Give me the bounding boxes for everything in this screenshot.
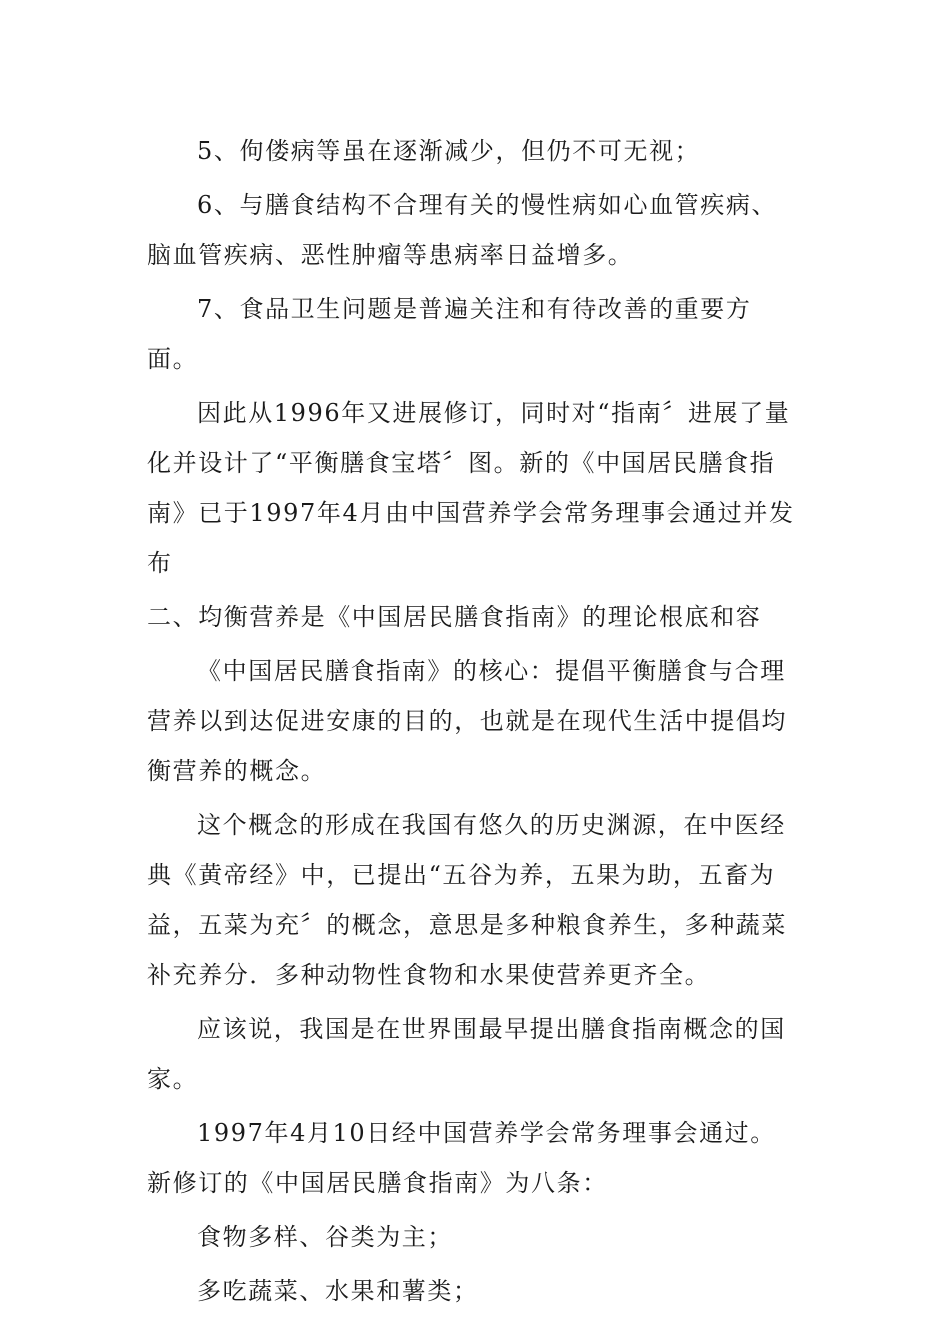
paragraph-item-6: 6、与膳食结构不合理有关的慢性病如心血管疾病、脑血管疾病、恶性肿瘤等患病率日益增多。 — [147, 191, 778, 269]
paragraph-revision: 因此从1996年又进展修订，同时对“指南〞进展了量化并设计了“平衡膳食宝塔〞图。新的《中国居民膳食指南》已于1997年4月由中国营养学会常务理事会通过并发布 — [147, 399, 795, 577]
paragraph-item-7: 7、食品卫生问题是普遍关注和有待改善的重要方面。 — [147, 295, 752, 373]
paragraph-1997: 1997年4月10日经中国营养学会常务理事会通过。新修订的《中国居民膳食指南》为八条： — [147, 1119, 776, 1197]
paragraph-core: 《中国居民膳食指南》的核心：提倡平衡膳食与合理营养以到达促进安康的目的，也就是在现代生活中提倡均衡营养的概念。 — [147, 657, 787, 785]
guideline-item-1: 食物多样、谷类为主； — [197, 1223, 453, 1251]
paragraph-history: 这个概念的形成在我国有悠久的历史渊源，在中医经典《黄帝经》中，已提出“五谷为养，五果为助，五畜为益，五菜为充〞的概念，意思是多种粮食养生，多种蔬菜补充养分．多种动物性食物和水果使营养更齐全。 — [147, 811, 787, 989]
document-body — [147, 126, 797, 1320]
section-heading: 二、均衡营养是《中国居民膳食指南》的理论根底和容 — [147, 603, 762, 631]
paragraph-item-5: 5、佝偻病等虽在逐渐减少，但仍不可无视； — [197, 137, 701, 165]
guideline-item-2: 多吃蔬菜、水果和薯类； — [197, 1277, 479, 1305]
paragraph-earliest: 应该说，我国是在世界围最早提出膳食指南概念的国家。 — [147, 1015, 786, 1093]
